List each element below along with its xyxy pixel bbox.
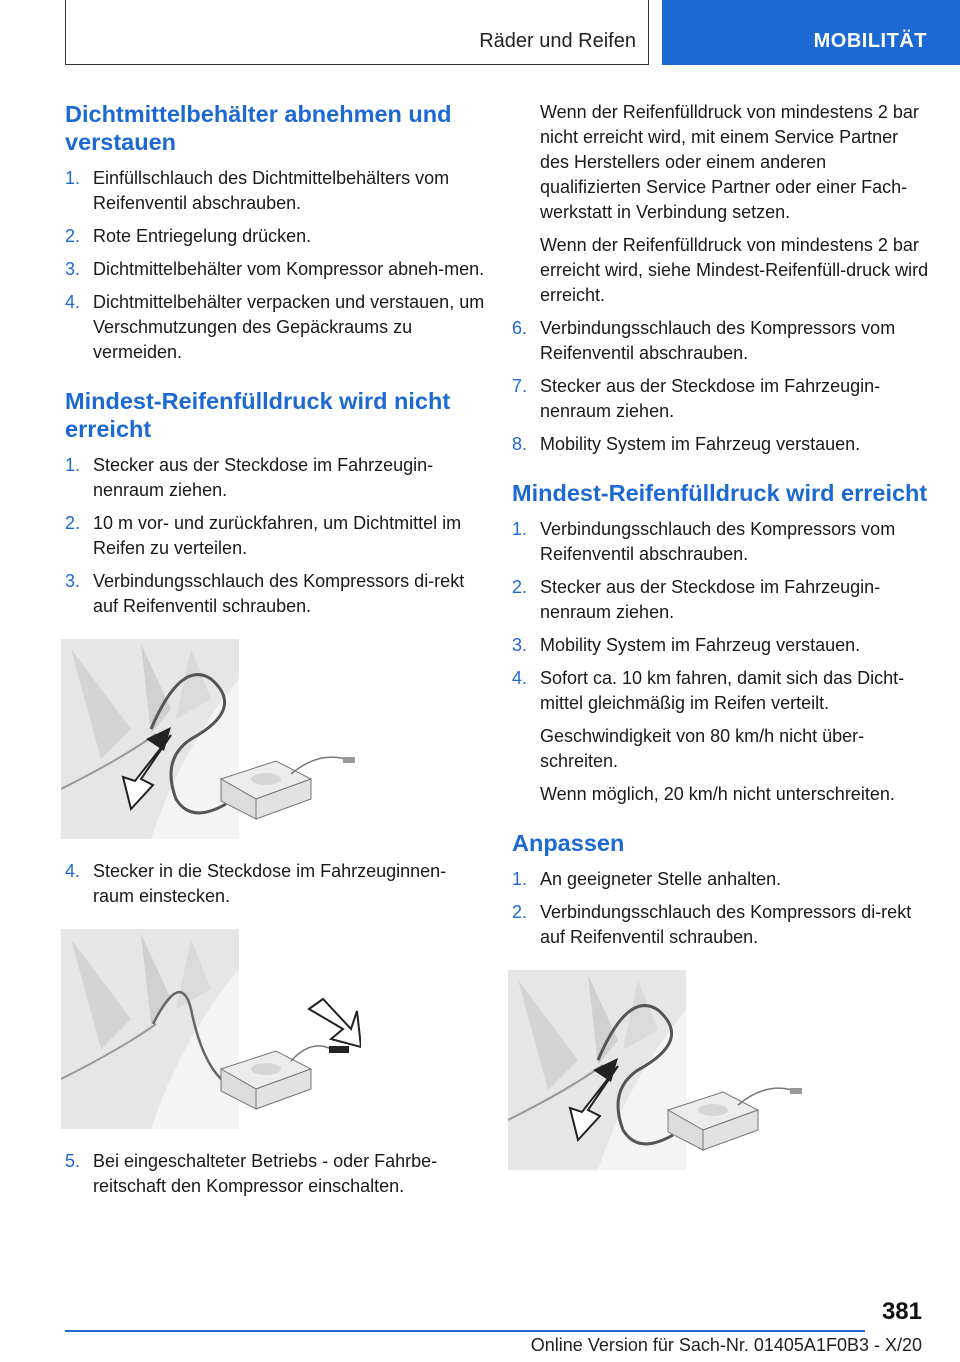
- step-text: Stecker aus der Steckdose im Fahrzeugin-nenraum ziehen.: [93, 455, 434, 500]
- illustration-compressor-valve-2: [508, 970, 808, 1170]
- section-title-remove-container: Dichtmittelbehälter abnehmen und verstauen: [65, 101, 452, 155]
- step-number: 3.: [65, 259, 81, 279]
- compressor-tire-illustration: [61, 639, 361, 839]
- step-text: Mobility System im Fahrzeug verstauen.: [540, 434, 861, 454]
- list-item: [512, 666, 932, 716]
- list-item: [512, 575, 932, 625]
- footer-text: Online Version für Sach-Nr. 01405A1F0B3 - X/20: [530, 1335, 922, 1355]
- list-item: [512, 867, 932, 892]
- step-number: 1.: [512, 869, 528, 889]
- list-item: [512, 900, 932, 950]
- step-number: 1.: [512, 519, 528, 539]
- step-number: 4.: [65, 861, 81, 881]
- step-number: 2.: [65, 513, 81, 533]
- section-title-pressure-reached: Mindest-Reifenfülldruck wird erreicht: [512, 480, 928, 506]
- list-item: [65, 569, 485, 619]
- step-number: 4.: [512, 668, 528, 688]
- section-title-pressure-not-reached: Mindest-Reifenfülldruck wird nicht erreicht: [65, 388, 451, 442]
- compressor-plug-illustration: [61, 929, 361, 1129]
- step-text: Verbindungsschlauch des Kompressors vom Reifenventil abschrauben.: [540, 519, 896, 564]
- list-item: [512, 374, 932, 424]
- step-text: Stecker in die Steckdose im Fahrzeuginnen-raum einstecken.: [93, 861, 447, 906]
- list-item: [65, 224, 485, 249]
- page-number: 381: [881, 1298, 922, 1325]
- step-text: Stecker aus der Steckdose im Fahrzeugin-nenraum ziehen.: [540, 376, 881, 421]
- header-chapter-title: MOBILITÄT: [813, 30, 927, 52]
- compressor-tire-illustration-2: [508, 970, 808, 1170]
- step-text: Sofort ca. 10 km fahren, damit sich das Dicht-mittel gleichmäßig im Reifen verteilt.: [540, 668, 905, 713]
- header-section-box: [65, 0, 649, 65]
- step-number: 3.: [65, 571, 81, 591]
- step-text: Dichtmittelbehälter vom Kompressor abneh-men.: [93, 259, 485, 279]
- list-item: [65, 453, 485, 503]
- step-text: Dichtmittelbehälter verpacken und verstauen, um Verschmutzungen des Gepäckraums zu vermeiden.: [93, 292, 485, 362]
- step-number: 2.: [65, 226, 81, 246]
- paragraph: Geschwindigkeit von 80 km/h nicht über-schreiten.: [540, 726, 865, 771]
- step-text: 10 m vor- und zurückfahren, um Dichtmittel im Reifen zu verteilen.: [93, 513, 462, 558]
- right-column: [512, 100, 932, 1190]
- list-item: [512, 316, 932, 366]
- step-number: 8.: [512, 434, 528, 454]
- step-text: Bei eingeschalteter Betriebs - oder Fahrbe-reitschaft den Kompressor einschalten.: [93, 1151, 438, 1196]
- step-number: 1.: [65, 455, 81, 475]
- step-number: 2.: [512, 902, 528, 922]
- step-number: 2.: [512, 577, 528, 597]
- step-text: Stecker aus der Steckdose im Fahrzeugin-nenraum ziehen.: [540, 577, 881, 622]
- step-text: Rote Entriegelung drücken.: [93, 226, 312, 246]
- step-number: 7.: [512, 376, 528, 396]
- step-number: 3.: [512, 635, 528, 655]
- list-item: [65, 1149, 485, 1199]
- step-text: Mobility System im Fahrzeug verstauen.: [540, 635, 861, 655]
- step-number: 5.: [65, 1151, 81, 1171]
- list-item: [65, 257, 485, 282]
- list-item: [65, 859, 485, 909]
- illustration-plug-socket: [61, 929, 361, 1129]
- step-number: 6.: [512, 318, 528, 338]
- header-section-title: Räder und Reifen: [479, 30, 636, 52]
- header-chapter-tab: [662, 0, 960, 65]
- illustration-compressor-valve: [61, 639, 361, 839]
- paragraph: Wenn möglich, 20 km/h nicht unterschreiten.: [540, 784, 895, 804]
- step-text: An geeigneter Stelle anhalten.: [540, 869, 782, 889]
- step-text: Verbindungsschlauch des Kompressors di-rekt auf Reifenventil schrauben.: [93, 571, 465, 616]
- list-item: [65, 511, 485, 561]
- list-item: [512, 432, 932, 457]
- paragraph: Wenn der Reifenfülldruck von mindestens 2 bar nicht erreicht wird, mit einem Service Partner des Herstellers oder einem anderen qualifizierten Service Partner oder einer Fach-werkstatt in Verbindung setzen.: [540, 102, 919, 222]
- list-item: [65, 166, 485, 216]
- step-number: 1.: [65, 168, 81, 188]
- left-column: [65, 100, 485, 1207]
- list-item: [512, 517, 932, 567]
- paragraph: Wenn der Reifenfülldruck von mindestens 2 bar erreicht wird, siehe Mindest-Reifenfüll-druck wird erreicht.: [540, 235, 929, 305]
- step-text: Verbindungsschlauch des Kompressors vom Reifenventil abschrauben.: [540, 318, 896, 363]
- step-text: Verbindungsschlauch des Kompressors di-rekt auf Reifenventil schrauben.: [540, 902, 912, 947]
- footer-divider: [65, 1330, 865, 1332]
- list-item: [65, 290, 485, 365]
- step-text: Einfüllschlauch des Dichtmittelbehälters vom Reifenventil abschrauben.: [93, 168, 450, 213]
- section-title-adjust: Anpassen: [512, 830, 625, 856]
- list-item: [512, 633, 932, 658]
- step-number: 4.: [65, 292, 81, 312]
